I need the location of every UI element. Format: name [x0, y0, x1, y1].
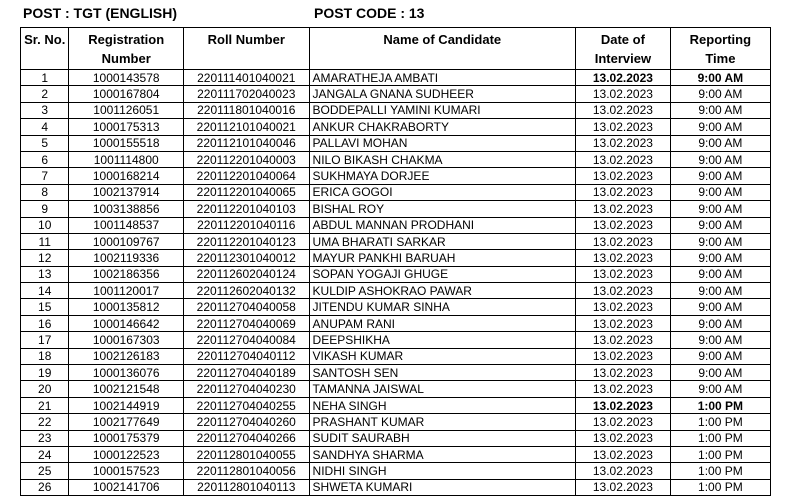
column-header-roll-number: Roll Number: [183, 28, 309, 70]
cell-registration-number: 1000143578: [69, 70, 184, 86]
cell-date-of-interview: 13.02.2023: [576, 168, 671, 184]
cell-roll-number: 220112301040012: [183, 250, 309, 266]
table-row: [21, 201, 771, 217]
cell-registration-number: 1002126183: [69, 348, 184, 364]
table-row: [21, 381, 771, 397]
cell-candidate-name: NIDHI SINGH: [309, 463, 576, 479]
cell-reporting-time: 9:00 AM: [670, 348, 770, 364]
cell-reporting-time: 9:00 AM: [670, 266, 770, 282]
cell-date-of-interview: 13.02.2023: [576, 119, 671, 135]
cell-registration-number: 1002186356: [69, 266, 184, 282]
table-row: [21, 168, 771, 184]
cell-sr-no: 4: [21, 119, 69, 135]
cell-date-of-interview: 13.02.2023: [576, 414, 671, 430]
cell-registration-number: 1002121548: [69, 381, 184, 397]
cell-reporting-time: 1:00 PM: [670, 430, 770, 446]
cell-reporting-time: 9:00 AM: [670, 233, 770, 249]
cell-sr-no: 21: [21, 397, 69, 413]
cell-registration-number: 1001148537: [69, 217, 184, 233]
cell-sr-no: 20: [21, 381, 69, 397]
table-row: [21, 283, 771, 299]
cell-candidate-name: SANTOSH SEN: [309, 365, 576, 381]
table-row: [21, 250, 771, 266]
cell-reporting-time: 9:00 AM: [670, 70, 770, 86]
cell-date-of-interview: 13.02.2023: [576, 250, 671, 266]
cell-date-of-interview: 13.02.2023: [576, 86, 671, 102]
cell-registration-number: 1002141706: [69, 479, 184, 495]
cell-sr-no: 10: [21, 217, 69, 233]
cell-reporting-time: 9:00 AM: [670, 201, 770, 217]
table-row: [21, 102, 771, 118]
table-row: [21, 86, 771, 102]
cell-roll-number: 220112801040113: [183, 479, 309, 495]
table-row: [21, 414, 771, 430]
cell-date-of-interview: 13.02.2023: [576, 233, 671, 249]
cell-date-of-interview: 13.02.2023: [576, 283, 671, 299]
cell-date-of-interview: 13.02.2023: [576, 70, 671, 86]
cell-reporting-time: 9:00 AM: [670, 315, 770, 331]
cell-reporting-time: 9:00 AM: [670, 135, 770, 151]
cell-sr-no: 1: [21, 70, 69, 86]
cell-roll-number: 220112704040189: [183, 365, 309, 381]
cell-date-of-interview: 13.02.2023: [576, 397, 671, 413]
cell-candidate-name: SUKHMAYA DORJEE: [309, 168, 576, 184]
cell-reporting-time: 1:00 PM: [670, 414, 770, 430]
cell-date-of-interview: 13.02.2023: [576, 332, 671, 348]
table-row: [21, 446, 771, 462]
cell-registration-number: 1000157523: [69, 463, 184, 479]
table-row: [21, 119, 771, 135]
cell-candidate-name: ERICA GOGOI: [309, 184, 576, 200]
cell-sr-no: 11: [21, 233, 69, 249]
post-code: POST CODE : 13: [314, 5, 425, 21]
cell-date-of-interview: 13.02.2023: [576, 217, 671, 233]
cell-reporting-time: 9:00 AM: [670, 283, 770, 299]
cell-date-of-interview: 13.02.2023: [576, 266, 671, 282]
cell-sr-no: 26: [21, 479, 69, 495]
cell-candidate-name: SUDIT SAURABH: [309, 430, 576, 446]
cell-reporting-time: 9:00 AM: [670, 184, 770, 200]
cell-registration-number: 1000109767: [69, 233, 184, 249]
cell-reporting-time: 9:00 AM: [670, 119, 770, 135]
cell-sr-no: 25: [21, 463, 69, 479]
column-header-registration-number: Registration Number: [69, 28, 184, 70]
cell-registration-number: 1002137914: [69, 184, 184, 200]
column-header-reporting-time: Reporting Time: [670, 28, 770, 70]
cell-sr-no: 17: [21, 332, 69, 348]
cell-date-of-interview: 13.02.2023: [576, 135, 671, 151]
cell-roll-number: 220112704040266: [183, 430, 309, 446]
table-row: [21, 348, 771, 364]
cell-sr-no: 23: [21, 430, 69, 446]
cell-candidate-name: NEHA SINGH: [309, 397, 576, 413]
cell-roll-number: 220112801040055: [183, 446, 309, 462]
cell-roll-number: 220112201040123: [183, 233, 309, 249]
cell-roll-number: 220112201040065: [183, 184, 309, 200]
table-row: [21, 184, 771, 200]
cell-candidate-name: PRASHANT KUMAR: [309, 414, 576, 430]
cell-candidate-name: MAYUR PANKHI BARUAH: [309, 250, 576, 266]
cell-sr-no: 15: [21, 299, 69, 315]
cell-registration-number: 1000175313: [69, 119, 184, 135]
cell-date-of-interview: 13.02.2023: [576, 381, 671, 397]
cell-registration-number: 1002177649: [69, 414, 184, 430]
cell-roll-number: 220112101040046: [183, 135, 309, 151]
table-row: [21, 266, 771, 282]
cell-date-of-interview: 13.02.2023: [576, 479, 671, 495]
cell-reporting-time: 9:00 AM: [670, 299, 770, 315]
cell-reporting-time: 1:00 PM: [670, 479, 770, 495]
cell-date-of-interview: 13.02.2023: [576, 446, 671, 462]
cell-candidate-name: PALLAVI MOHAN: [309, 135, 576, 151]
cell-reporting-time: 9:00 AM: [670, 381, 770, 397]
cell-candidate-name: NILO BIKASH CHAKMA: [309, 151, 576, 167]
cell-candidate-name: AMARATHEJA AMBATI: [309, 70, 576, 86]
column-header-name-of-candidate: Name of Candidate: [309, 28, 576, 70]
cell-reporting-time: 9:00 AM: [670, 168, 770, 184]
cell-candidate-name: ANKUR CHAKRABORTY: [309, 119, 576, 135]
cell-roll-number: 220112801040056: [183, 463, 309, 479]
table-row: [21, 151, 771, 167]
cell-reporting-time: 9:00 AM: [670, 86, 770, 102]
cell-reporting-time: 9:00 AM: [670, 332, 770, 348]
cell-sr-no: 13: [21, 266, 69, 282]
cell-sr-no: 16: [21, 315, 69, 331]
cell-sr-no: 12: [21, 250, 69, 266]
cell-reporting-time: 9:00 AM: [670, 250, 770, 266]
cell-date-of-interview: 13.02.2023: [576, 315, 671, 331]
cell-registration-number: 1001126051: [69, 102, 184, 118]
cell-registration-number: 1000146642: [69, 315, 184, 331]
cell-roll-number: 220112704040230: [183, 381, 309, 397]
cell-sr-no: 6: [21, 151, 69, 167]
cell-sr-no: 22: [21, 414, 69, 430]
cell-candidate-name: SANDHYA SHARMA: [309, 446, 576, 462]
cell-date-of-interview: 13.02.2023: [576, 348, 671, 364]
cell-sr-no: 2: [21, 86, 69, 102]
post-title: POST : TGT (ENGLISH): [23, 5, 177, 21]
cell-reporting-time: 1:00 PM: [670, 463, 770, 479]
cell-sr-no: 3: [21, 102, 69, 118]
cell-roll-number: 220111801040016: [183, 102, 309, 118]
cell-date-of-interview: 13.02.2023: [576, 365, 671, 381]
table-row: [21, 233, 771, 249]
table-body: [21, 70, 771, 496]
cell-roll-number: 220112201040064: [183, 168, 309, 184]
cell-date-of-interview: 13.02.2023: [576, 299, 671, 315]
cell-roll-number: 220112602040124: [183, 266, 309, 282]
cell-date-of-interview: 13.02.2023: [576, 463, 671, 479]
cell-roll-number: 220112201040116: [183, 217, 309, 233]
cell-candidate-name: SOPAN YOGAJI GHUGE: [309, 266, 576, 282]
cell-sr-no: 9: [21, 201, 69, 217]
cell-registration-number: 1000155518: [69, 135, 184, 151]
cell-roll-number: 220112704040084: [183, 332, 309, 348]
cell-roll-number: 220112704040112: [183, 348, 309, 364]
table-row: [21, 217, 771, 233]
cell-registration-number: 1001120017: [69, 283, 184, 299]
cell-roll-number: 220112201040103: [183, 201, 309, 217]
cell-roll-number: 220112602040132: [183, 283, 309, 299]
cell-candidate-name: ABDUL MANNAN PRODHANI: [309, 217, 576, 233]
cell-registration-number: 1000167303: [69, 332, 184, 348]
cell-registration-number: 1001114800: [69, 151, 184, 167]
cell-roll-number: 220112704040069: [183, 315, 309, 331]
cell-registration-number: 1000167804: [69, 86, 184, 102]
cell-candidate-name: TAMANNA JAISWAL: [309, 381, 576, 397]
cell-registration-number: 1003138856: [69, 201, 184, 217]
cell-registration-number: 1000136076: [69, 365, 184, 381]
column-header-date-of-interview: Date of Interview: [576, 28, 671, 70]
cell-candidate-name: SHWETA KUMARI: [309, 479, 576, 495]
cell-sr-no: 7: [21, 168, 69, 184]
column-header-sr-no: Sr. No.: [21, 28, 69, 70]
cell-candidate-name: KULDIP ASHOKRAO PAWAR: [309, 283, 576, 299]
cell-date-of-interview: 13.02.2023: [576, 151, 671, 167]
cell-registration-number: 1000122523: [69, 446, 184, 462]
cell-date-of-interview: 13.02.2023: [576, 430, 671, 446]
table-header-row: [21, 28, 771, 70]
cell-sr-no: 24: [21, 446, 69, 462]
cell-candidate-name: JANGALA GNANA SUDHEER: [309, 86, 576, 102]
cell-sr-no: 14: [21, 283, 69, 299]
table-row: [21, 70, 771, 86]
cell-roll-number: 220112101040021: [183, 119, 309, 135]
cell-roll-number: 220112704040260: [183, 414, 309, 430]
table-row: [21, 479, 771, 495]
cell-reporting-time: 1:00 PM: [670, 446, 770, 462]
cell-roll-number: 220112704040255: [183, 397, 309, 413]
table-row: [21, 299, 771, 315]
cell-candidate-name: VIKASH KUMAR: [309, 348, 576, 364]
cell-candidate-name: BODDEPALLI YAMINI KUMARI: [309, 102, 576, 118]
cell-reporting-time: 9:00 AM: [670, 217, 770, 233]
table-row: [21, 332, 771, 348]
cell-sr-no: 19: [21, 365, 69, 381]
table-row: [21, 315, 771, 331]
cell-roll-number: 220111401040021: [183, 70, 309, 86]
cell-registration-number: 1000135812: [69, 299, 184, 315]
cell-roll-number: 220112201040003: [183, 151, 309, 167]
table-row: [21, 135, 771, 151]
cell-registration-number: 1002144919: [69, 397, 184, 413]
table-row: [21, 430, 771, 446]
cell-candidate-name: DEEPSHIKHA: [309, 332, 576, 348]
cell-candidate-name: JITENDU KUMAR SINHA: [309, 299, 576, 315]
cell-registration-number: 1000175379: [69, 430, 184, 446]
table-row: [21, 365, 771, 381]
cell-candidate-name: ANUPAM RANI: [309, 315, 576, 331]
cell-date-of-interview: 13.02.2023: [576, 201, 671, 217]
cell-sr-no: 8: [21, 184, 69, 200]
cell-date-of-interview: 13.02.2023: [576, 184, 671, 200]
cell-reporting-time: 9:00 AM: [670, 365, 770, 381]
cell-sr-no: 5: [21, 135, 69, 151]
cell-candidate-name: BISHAL ROY: [309, 201, 576, 217]
cell-reporting-time: 1:00 PM: [670, 397, 770, 413]
table-row: [21, 463, 771, 479]
cell-date-of-interview: 13.02.2023: [576, 102, 671, 118]
cell-candidate-name: UMA BHARATI SARKAR: [309, 233, 576, 249]
cell-roll-number: 220112704040058: [183, 299, 309, 315]
candidate-table: [20, 27, 771, 496]
cell-roll-number: 220111702040023: [183, 86, 309, 102]
table-row: [21, 397, 771, 413]
cell-reporting-time: 9:00 AM: [670, 151, 770, 167]
cell-sr-no: 18: [21, 348, 69, 364]
cell-reporting-time: 9:00 AM: [670, 102, 770, 118]
cell-registration-number: 1000168214: [69, 168, 184, 184]
cell-registration-number: 1002119336: [69, 250, 184, 266]
